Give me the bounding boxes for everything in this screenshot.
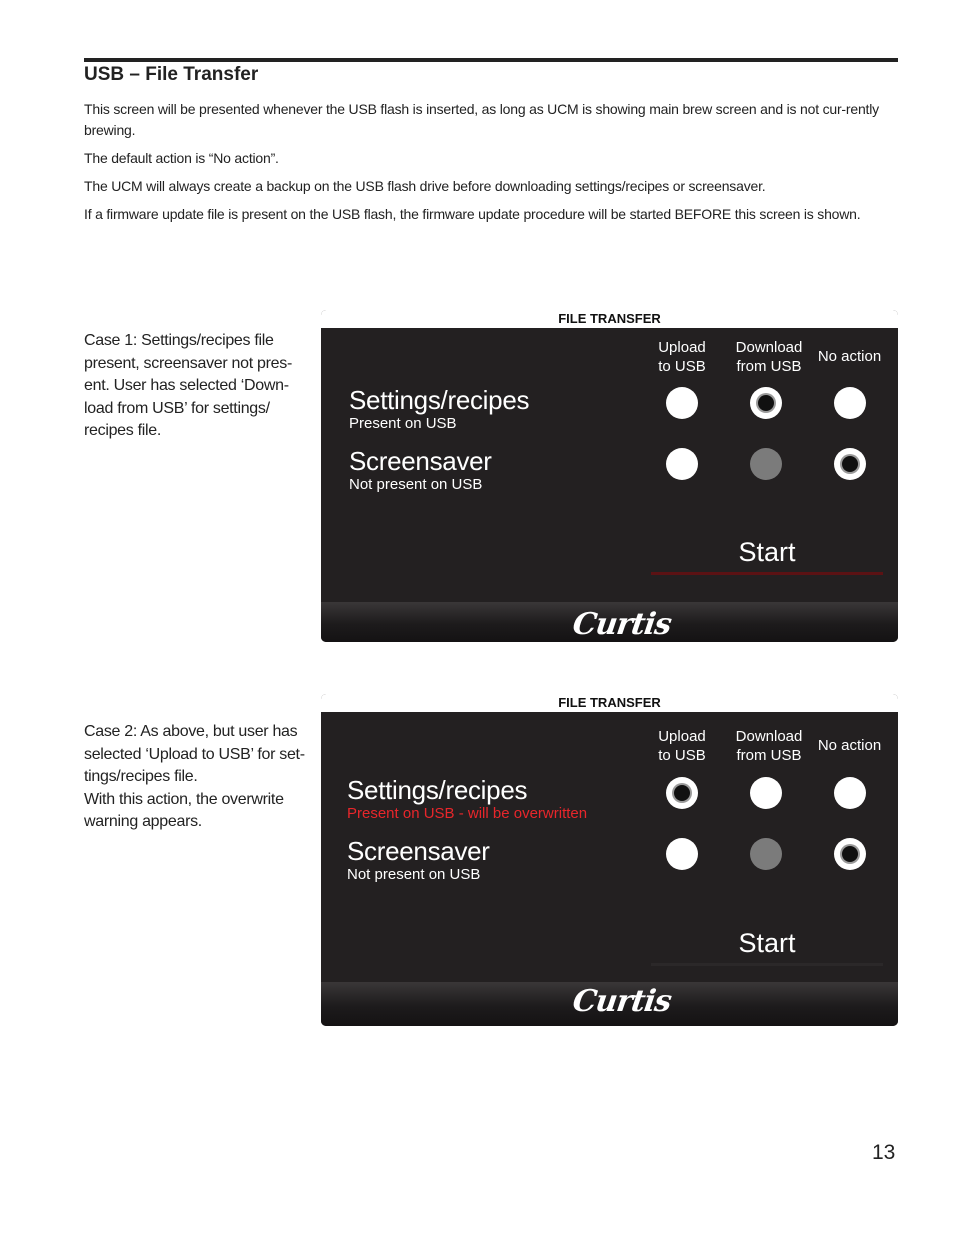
screen-footer: [321, 982, 898, 1026]
screensaver-title: Screensaver: [347, 836, 490, 866]
column-label: Upload: [658, 339, 706, 356]
settings-no-action-radio[interactable]: [834, 387, 866, 419]
screen-title-bar: [321, 310, 898, 330]
column-label: to USB: [658, 747, 706, 764]
settings-recipes-title: Settings/recipes: [347, 775, 528, 805]
screensaver-upload-radio[interactable]: [666, 448, 698, 480]
screensaver-no-action-radio[interactable]: [834, 448, 866, 480]
screensaver-upload-radio[interactable]: [666, 838, 698, 870]
paragraph-4: If a firmware update file is present on the USB flash, the firmware update procedure will be started BEFORE this screen is shown.: [84, 206, 861, 222]
screensaver-status: Not present on USB: [349, 476, 483, 493]
column-label: from USB: [736, 747, 802, 764]
case2-caption-line: With this action, the overwrite: [84, 790, 284, 808]
paragraph-1: This screen will be presented whenever the USB flash is inserted, as long as UCM is showing main brew screen and is not cur-rently brewing.: [84, 101, 879, 138]
settings-recipes-title: Settings/recipes: [349, 385, 530, 415]
screensaver-title: Screensaver: [349, 446, 492, 476]
case1-caption-line: ent. User has selected ‘Down-: [84, 377, 289, 394]
case2-caption-line: selected ‘Upload to USB’ for set-: [84, 745, 305, 763]
screensaver-no-action-radio[interactable]: [834, 838, 866, 870]
column-upload-to-usb: [647, 338, 717, 376]
page-number: 13: [872, 1141, 896, 1164]
paragraph-3: The UCM will always create a backup on the USB flash drive before downloading settings/recipes or screensaver.: [84, 178, 766, 194]
column-no-action: [812, 736, 887, 755]
settings-download-radio[interactable]: [750, 777, 782, 809]
curtis-logo: Curtis: [570, 607, 674, 642]
screen-title-bar: [321, 694, 898, 714]
case2-caption-line: tings/recipes file.: [84, 768, 198, 785]
column-label: Download: [735, 728, 803, 745]
settings-upload-radio[interactable]: [666, 777, 698, 809]
column-label: No action: [817, 348, 882, 365]
curtis-logo: Curtis: [570, 984, 674, 1019]
file-transfer-screen-case1: [321, 310, 898, 642]
case1-caption: [84, 330, 309, 443]
column-label: No action: [817, 737, 882, 754]
paragraph-2: The default action is “No action”.: [84, 150, 279, 166]
case1-caption-line: Case 1: Settings/recipes file: [84, 332, 274, 349]
case1-caption-line: load from USB’ for settings/: [84, 399, 270, 417]
screensaver-download-radio-disabled: [750, 448, 782, 480]
column-no-action: [812, 347, 887, 366]
column-download-from-usb: [729, 727, 809, 765]
start-button[interactable]: Start: [651, 923, 883, 966]
case2-caption-line: Case 2: As above, but user has: [84, 723, 298, 740]
file-transfer-screen-case2: [321, 694, 898, 1026]
screen-footer: [321, 602, 898, 642]
case1-caption-line: present, screensaver not pres-: [84, 354, 292, 372]
settings-download-radio[interactable]: [750, 387, 782, 419]
settings-upload-radio[interactable]: [666, 387, 698, 419]
settings-recipes-overwrite-warning: Present on USB - will be overwritten: [347, 805, 588, 822]
screen-title: FILE TRANSFER: [558, 311, 661, 326]
screen-title: FILE TRANSFER: [558, 695, 661, 710]
column-label: from USB: [736, 358, 802, 375]
column-label: Upload: [658, 728, 706, 745]
column-download-from-usb: [729, 338, 809, 376]
settings-recipes-status: Present on USB: [349, 415, 457, 432]
column-label: to USB: [658, 358, 706, 375]
column-label: Download: [735, 339, 803, 356]
column-upload-to-usb: [647, 727, 717, 765]
start-button[interactable]: Start: [651, 532, 883, 575]
case2-caption-line: warning appears.: [84, 813, 202, 830]
top-rule: [84, 58, 898, 62]
screensaver-status: Not present on USB: [347, 866, 481, 883]
section-heading: USB – File Transfer: [84, 64, 259, 85]
case2-caption: [84, 721, 309, 834]
case1-caption-line: recipes file.: [84, 422, 162, 439]
screensaver-download-radio-disabled: [750, 838, 782, 870]
settings-no-action-radio[interactable]: [834, 777, 866, 809]
